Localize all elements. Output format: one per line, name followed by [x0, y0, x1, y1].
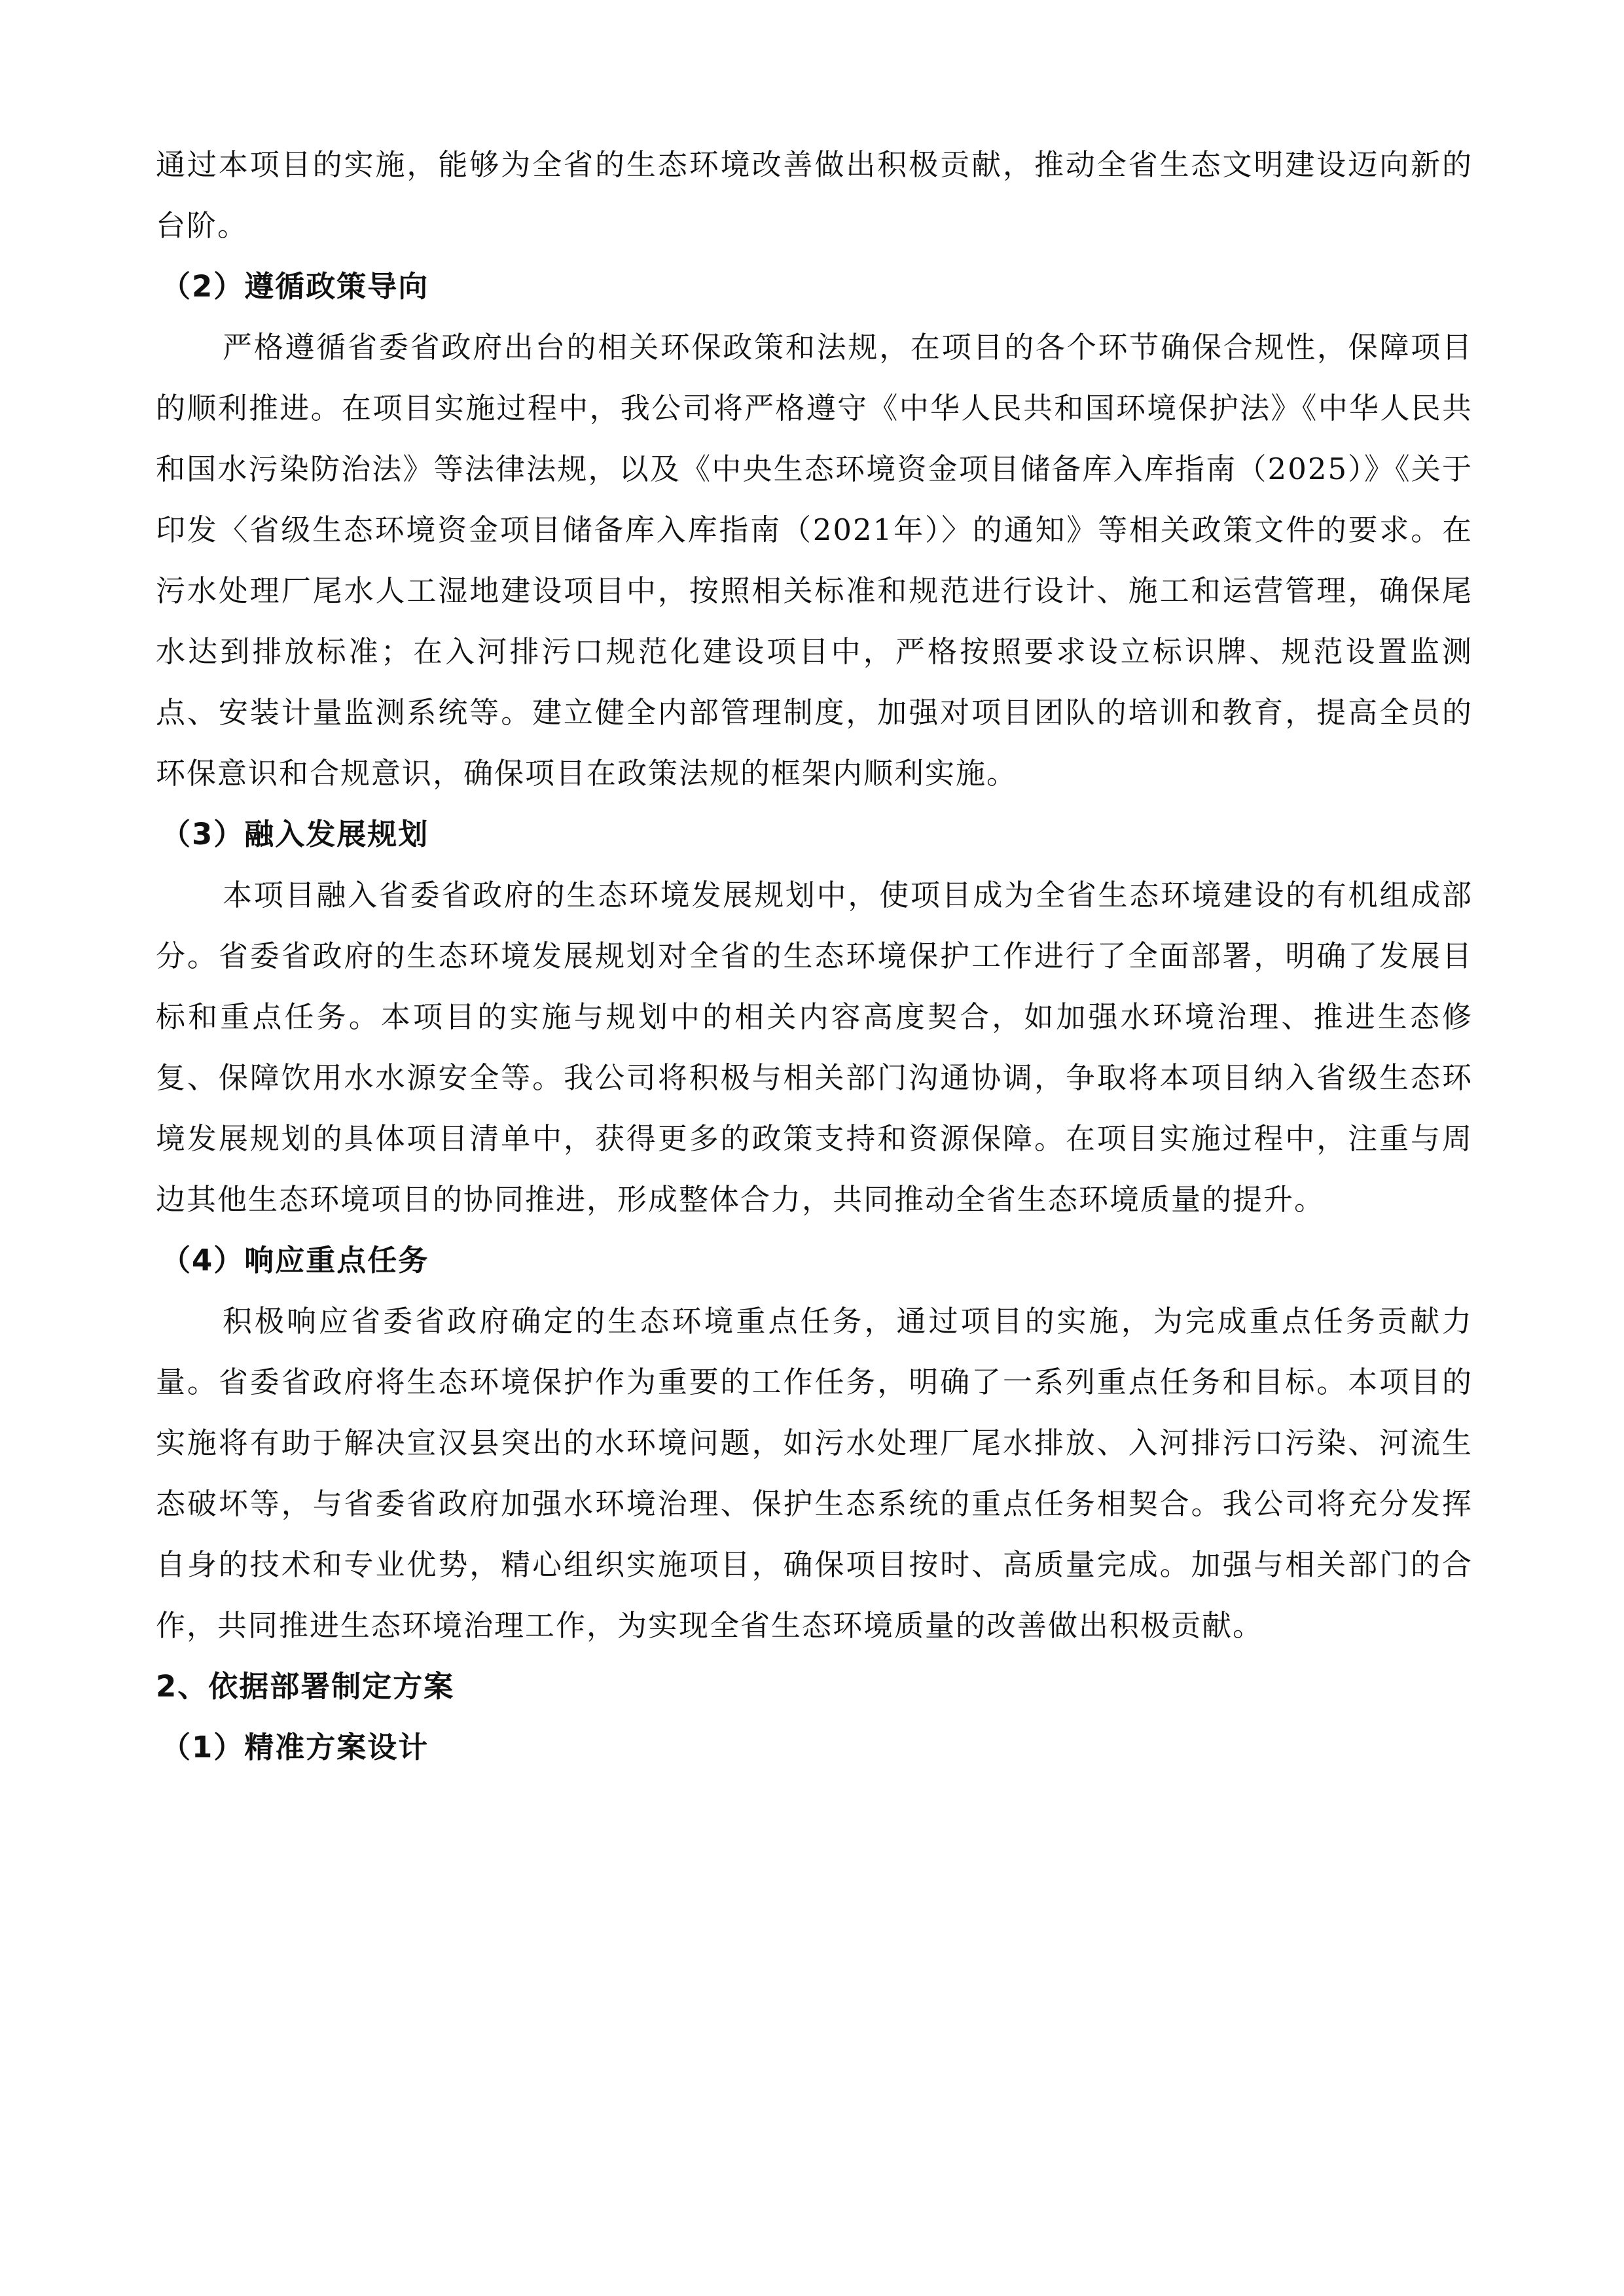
heading-section-2: 2、依据部署制定方案 — [156, 1669, 455, 1704]
heading-integrate-plan: （3）融入发展规划 — [161, 817, 429, 852]
paragraph-follow-policy: 严格遵循省委省政府出台的相关环保政策和法规，在项目的各个环节确保合规性，保障项目的顺利推进。在项目实施过程中，我公司将严格遵守《中华人民共和国环境保护法》《中华人民共和国水污染防治法》等法律法规，以及《中央生态环境资金项目储备库入库指南（2025）》《关于印发〈省级生态环境资金项目储备库入库指南（2021年）〉的通知》等相关政策文件的要求。在污水处理厂尾水人工湿地建设项目中，按照相关标准和规范进行设计、施工和运营管理，确保尾水达到排放标准；在入河排污口规范化建设项目中，严格按照要求设立标识牌、规范设置监测点、安装计量监测系统等。建立健全内部管理制度，加强对项目团队的培训和教育，提高全员的环保意识和合规意识，确保项目在政策法规的框架内顺利实施。 — [156, 330, 1473, 791]
heading-key-tasks: （4）响应重点任务 — [161, 1243, 429, 1278]
paragraph-integrate-plan: 本项目融入省委省政府的生态环境发展规划中，使项目成为全省生态环境建设的有机组成部分。省委省政府的生态环境发展规划对全省的生态环境保护工作进行了全面部署，明确了发展目标和重点任务。本项目的实施与规划中的相关内容高度契合，如加强水环境治理、推进生态修复、保障饮用水水源安全等。我公司将积极与相关部门沟通协调，争取将本项目纳入省级生态环境发展规划的具体项目清单中，获得更多的政策支持和资源保障。在项目实施过程中，注重与周边其他生态环境项目的协同推进，形成整体合力，共同推动全省生态环境质量的提升。 — [156, 878, 1473, 1217]
heading-follow-policy: （2）遵循政策导向 — [161, 269, 429, 304]
heading-precise-design: （1）精准方案设计 — [161, 1730, 429, 1765]
document-body — [156, 134, 1473, 1778]
paragraph-key-tasks: 积极响应省委省政府确定的生态环境重点任务，通过项目的实施，为完成重点任务贡献力量。省委省政府将生态环境保护作为重要的工作任务，明确了一系列重点任务和目标。本项目的实施将有助于解决宣汉县突出的水环境问题，如污水处理厂尾水排放、入河排污口污染、河流生态破坏等，与省委省政府加强水环境治理、保护生态系统的重点任务相契合。我公司将充分发挥自身的技术和专业优势，精心组织实施项目，确保项目按时、高质量完成。加强与相关部门的合作，共同推进生态环境治理工作，为实现全省生态环境质量的改善做出积极贡献。 — [156, 1304, 1473, 1643]
paragraph-intro: 通过本项目的实施，能够为全省的生态环境改善做出积极贡献，推动全省生态文明建设迈向新的台阶。 — [156, 147, 1473, 243]
